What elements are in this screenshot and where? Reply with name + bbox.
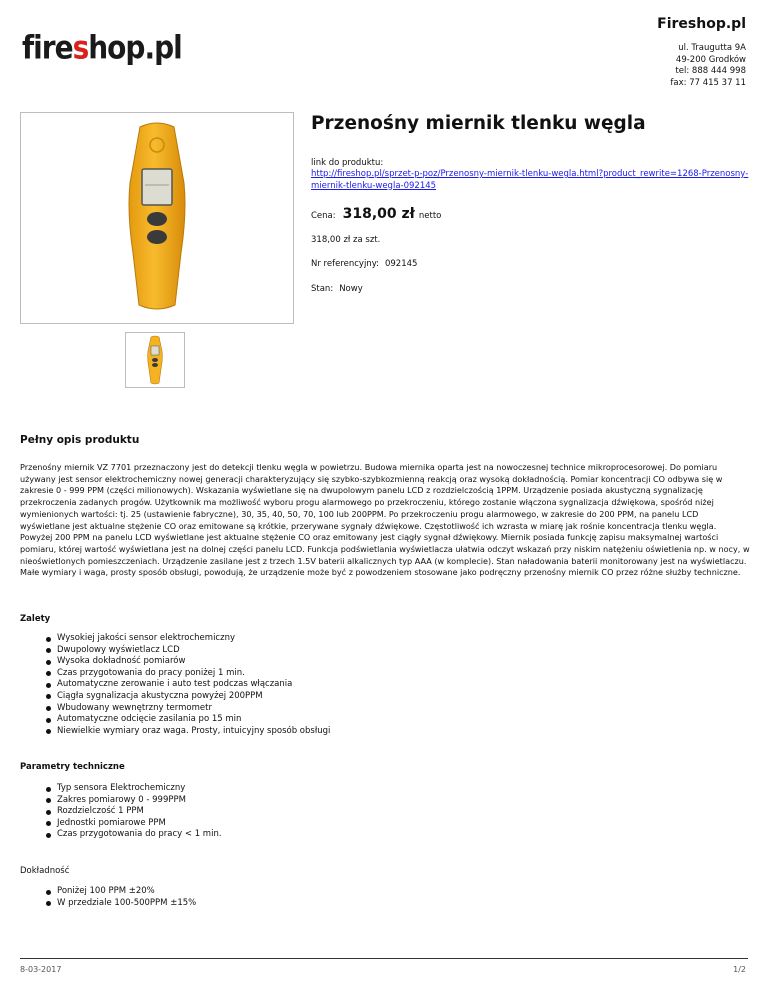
list-item: Czas przygotowania do pracy poniżej 1 min.	[20, 668, 330, 680]
address-phone: tel: 888 444 998	[675, 66, 746, 76]
advantages-list	[20, 633, 330, 737]
footer-date: 8-03-2017	[20, 965, 62, 974]
list-item: Ciągła sygnalizacja akustyczna powyżej 200PPM	[20, 691, 330, 703]
footer-page-number: 1/2	[733, 965, 746, 974]
fireshop-logo[interactable]	[22, 28, 182, 67]
price-row	[311, 206, 751, 222]
accuracy-title: Dokładność	[20, 866, 70, 876]
footer-divider	[20, 958, 748, 959]
list-item: Poniżej 100 PPM ±20%	[20, 886, 196, 898]
device-button-bottom	[147, 230, 167, 244]
params-title: Parametry techniczne	[20, 762, 125, 772]
list-item: Automatyczne zerowanie i auto test podczas włączania	[20, 679, 330, 691]
list-item: Automatyczne odcięcie zasilania po 15 min	[20, 714, 330, 726]
product-main-image[interactable]	[20, 112, 294, 324]
list-item: Zakres pomiarowy 0 - 999PPM	[20, 795, 222, 807]
product-thumbnail[interactable]	[125, 332, 185, 388]
shop-name: Fireshop.pl	[657, 16, 746, 32]
address-street: ul. Traugutta 9A	[678, 43, 746, 53]
reference-number	[311, 259, 751, 269]
list-item: Wysoka dokładność pomiarów	[20, 656, 330, 668]
product-title: Przenośny miernik tlenku węgla	[311, 113, 646, 134]
logo-text-hop: hop.pl	[88, 28, 182, 67]
co-meter-illustration	[21, 113, 293, 323]
list-item: Jednostki pomiarowe PPM	[20, 818, 222, 830]
product-link[interactable]: http://fireshop.pl/sprzet-p-poz/Przenosny-miernik-tlenku-wegla.html?product_rewrite=1268-Przenosny-miernik-tlenku-wegla-092145	[311, 169, 749, 191]
list-item: Typ sensora Elektrochemiczny	[20, 783, 222, 795]
logo-text-fire: fire	[22, 28, 73, 67]
logo-text-accent: s	[72, 28, 89, 67]
description-text	[20, 462, 750, 579]
condition	[311, 284, 751, 294]
price-per-unit: 318,00 zł za szt.	[311, 235, 381, 245]
ref-value: 092145	[384, 259, 418, 269]
accuracy-list	[20, 886, 196, 909]
price-suffix: netto	[418, 211, 442, 221]
condition-label: Stan:	[311, 284, 334, 294]
device-button-top	[147, 212, 167, 226]
thumb-button-2	[152, 363, 158, 367]
product-info	[311, 112, 751, 294]
description-paragraph: Przenośny miernik VZ 7701 przeznaczony jest do detekcji tlenku węgla w powietrzu. Budowa miernika oparta jest na nowoczesnej technice mikroprocesorowej. Do pomiaru używany jest sensor elektrochemiczny nowej generacji charakteryzujący się szybko-szybkozmienną reakcją oraz wysoką dokładnością. Pomiar koncentracji CO odbywa się w zakresie 0 - 999 PPM (części milionowych). Wskazania wyświetlane się na dwupolowym panelu LCD z rozdzielczością 1PPM. Urządzenie posiada akustyczną sygnalizację przekroczenia zadanych progów. Użytkownik ma możliwość wyboru progu alarmowego po przekroczeniu, którego zostanie włączona sygnalizacja dźwiękowa, spośród niżej wymienionych wartości: tj. 25 (ustawienie fabryczne), 30, 35, 40, 50, 70, 100 lub 200PPM. Po przekroczeniu progu alarmowego, w zakresie do 200 PPM, na panelu LCD wyświetlane jest aktualne stężenie CO oraz emitowane są krótkie, przerywane sygnały dźwiękowe. Częstotliwość ich wzrasta w miarę jak rośnie koncentracja tlenku węgla. Powyżej 200 PPM na panelu LCD wyświetlane jest aktualne stężenie CO oraz emitowany jest ciągły sygnał dźwiękowy. Miernik posiada funkcję zapisu maksymalnej wartości pomiaru, której wartość wyświetlana jest na dolnej części panelu LCD. Funkcja podświetlania wyświetlacza ułatwia odczyt wskazań przy niskim natężeniu oświetlenia np. w nocy, w nieoświetlonych pomieszczeniach. Urządzenie zasilane jest z trzech 1.5V baterii alkalicznych typ AAA (w komplecie). Stan naładowania baterii monitorowany jest na wyświetlaczu. Małe wymiary i waga, prosty sposób obsługi, powodują, że urządzenie może być z powodzeniem stosowane jako podręczny przenośny miernik CO przez różne służby techniczne.	[20, 462, 750, 578]
product-link-label: link do produktu:	[311, 158, 384, 168]
price-label: Cena:	[311, 211, 336, 221]
list-item: Niewielkie wymiary oraz waga. Prosty, intuicyjny sposób obsługi	[20, 726, 330, 738]
condition-value: Nowy	[339, 284, 363, 294]
description-title: Pełny opis produktu	[20, 434, 140, 446]
address-city: 49-200 Grodków	[675, 54, 746, 65]
list-item: Wysokiej jakości sensor elektrochemiczny	[20, 633, 330, 645]
thumb-button	[152, 358, 158, 362]
advantages-title: Zalety	[20, 614, 51, 624]
thumb-lcd	[151, 346, 159, 355]
thumbnail-illustration	[126, 333, 184, 387]
list-item: Czas przygotowania do pracy < 1 min.	[20, 829, 222, 841]
ref-label: Nr referencyjny:	[311, 259, 379, 269]
address-fax: fax: 77 415 37 11	[670, 77, 746, 88]
list-item: W przedziale 100-500PPM ±15%	[20, 898, 196, 910]
list-item: Dwupolowy wyświetlacz LCD	[20, 645, 330, 657]
shop-address	[670, 43, 746, 89]
lcd-screen	[142, 169, 172, 205]
list-item: Rozdzielczość 1 PPM	[20, 806, 222, 818]
list-item: Wbudowany wewnętrzny termometr	[20, 703, 330, 715]
params-list	[20, 783, 222, 841]
price-value: 318,00 zł	[342, 206, 415, 222]
